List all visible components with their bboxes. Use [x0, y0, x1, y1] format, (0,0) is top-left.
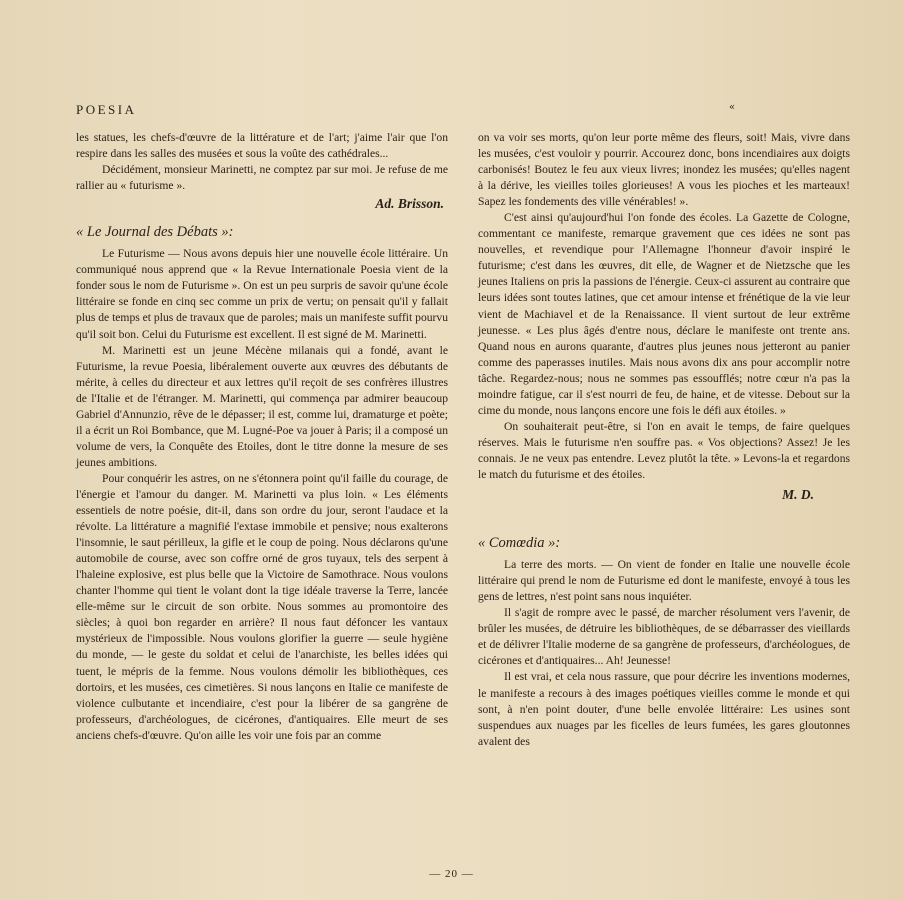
paragraph: Il s'agit de rompre avec le passé, de marcher résolument vers l'avenir, de brûler les musées, de détruire les bibliothèques, de se débarrasser des vieillards et de délivrer l'Italie moderne de sa gangrène de professeurs, d'archéologues, de cicérones et d'antiquaires... Ah! Jeunesse! — [478, 606, 850, 668]
paragraph: M. Marinetti est un jeune Mécène milanais qui a fondé, avant le Futurisme, la revue Poesia, libéralement ouverte aux œuvres des débutants de mérite, à celles du directeur et aux lettres qu'il reçoit de ses confrères illustres de l'Italie et de l'étranger. M. Marinetti, qui commença par admirer beaucoup Gabriel d'Annunzio, rêve de le dépasser; il est, comme lui, dramaturge et poète; il a écrit un Roi Bombance, que M. Lugné-Poe va jouer à Paris; il a composé un volume de vers, la Conquête des Etoiles, dont le titre donne la mesure de ses jeunes ambitions. — [76, 343, 448, 469]
paragraph: Décidément, monsieur Marinetti, ne comptez par sur moi. Je refuse de me rallier au « futurisme ». — [76, 163, 448, 193]
paragraph: On souhaiterait peut-être, si l'on en avait le temps, de faire quelques réserves. Mais le futurisme n'en souffre pas. « Vos objections? Assez! Je les connais. Je ne veux pas entendre. Levez plutôt la tête. » Levons-la et regardons le match du futurisme et des étoiles. — [478, 419, 850, 481]
paragraph: les statues, les chefs-d'œuvre de la littérature et de l'art; j'aime l'air que l'on respire dans les salles des musées et sous la voûte des cathédrales... — [76, 131, 448, 161]
section-heading: « Le Journal des Débats »: — [76, 224, 234, 241]
section-heading: « Comœdia »: — [478, 535, 561, 552]
page-header-title: POESIA — [76, 102, 137, 117]
paragraph: Il est vrai, et cela nous rassure, que pour décrire les inventions modernes, le manifeste a recours à des images poétiques vieilles comme le monde et qui sont, à n'en point douter, d'une belle envolée littéraire: Les usines sont suspendues aux nuages par les ficelles de leurs fumées, les gares gloutonnes avalent des — [478, 670, 850, 748]
spacer — [478, 503, 850, 523]
header-mark: « — [729, 102, 736, 113]
signature: M. D. — [782, 487, 814, 503]
paragraph: Le Futurisme — Nous avons depuis hier une nouvelle école littéraire. Un communiqué nous apprend que « la Revue Internationale Poesia vient de la fonder sous le nom de Futurisme ». On est un peu surpris de savoir qu'une école littéraire se fonde en cinq sec comme un prix de vertu; on pensait qu'il y fallait plus de temps et plus de travaux que de paroles; mais un manifeste suffit pourvu qu'il soit bon. Celui du Futurisme est excellent. Il est signé de M. Marinetti. — [76, 247, 448, 341]
paragraph: Pour conquérir les astres, on ne s'étonnera point qu'il faille du courage, de l'énergie et l'amour du danger. M. Marinetti va plus loin. « Les éléments essentiels de notre poésie, dit-il, dans son ordre du jour, seront l'audace et la révolte. La littérature a magnifié l'extase immobile et pensive; nous exalterons l'insomnie, le saut périlleux, la gifle et le coup de poing. Nous déclarons qu'une automobile de course, avec son coffre orné de gros tuyaux, tels des serpent à l'haleine explosive, est plus belle que la Victoire de Samothrace. Nous voulons chanter l'homme qui tient le volant dont la tige idéale traverse la Terre, lancée elle-même sur le circuit de son orbite. Nous sommes au promontoire des siècles; à quoi bon regarder en arrière? Il nous faut défoncer les vantaux mystérieux de l'impossible. Nous voulons glorifier la guerre — seule hygiène du monde, — le geste du soldat et celui de l'anarchiste, les belles idées qui tuent, le mépris de la femme. Nous voulons démolir les bibliothèques, ces dortoirs, et les musées, ces cimetières. Si nous lançons en Italie ce manifeste de violence culbutante et incendiaire, c'est pour la libérer de sa gangrène de professeurs, d'archéologues, de cicérones, d'antiquaires. Elle meurt de ses anciens chefs-d'œuvre. Qu'on aille les voir une fois par an comme — [76, 471, 448, 742]
left-column — [76, 130, 448, 744]
paragraph: on va voir ses morts, qu'on leur porte même des fleurs, soit! Mais, vivre dans les musées, c'est vouloir y pourrir. Accourez donc, bons incendiaires aux doigts carbonisés! Boutez le feu aux vieux livres; inondez les musées; qu'elles nagent à la dérive, les vieilles toiles glorieuses! A vous les pioches et les marteaux! Sapez les fondements des ville vénérables! ». — [478, 131, 850, 209]
right-column — [478, 130, 850, 750]
page-number: — 20 — — [429, 868, 474, 880]
paragraph: C'est ainsi qu'aujourd'hui l'on fonde des écoles. La Gazette de Cologne, commentant ce manifeste, remarque gravement que ces idées ne sont pas nouvelles, et revendique pour l'Allemagne l'honneur d'avoir inspiré le futurisme; c'est dans les œuvres, dit elle, de Wagner et de Nietzsche que les jeunes Italiens on pris la passions de l'énergie. Ceux-ci assurent au contraire que leurs idées sont toutes latines, que cet amour intense et frénétique de la vie leur vient de Machiavel et de la Renaissance. Il vient surtout de leur extrême jeunesse. « Les plus âgés d'entre nous, déclare le manifeste ont trente ans. Quand nous en aurons quarante, d'autres plus jeunes nous jetteront au panier comme des paperasses inutiles. Mais nous avons dix ans pour accomplir notre tâche. Regardez-nous; nous ne sommes pas essoufflés; notre cœur n'a pas la moindre fatigue, car il s'est nourri de feu, de haine, et de vitesse. Debout sur la cime du monde, nous lançons encore une fois le défi aux étoiles. » — [478, 211, 850, 417]
signature: Ad. Brisson. — [375, 196, 444, 212]
paragraph: La terre des morts. — On vient de fonder en Italie une nouvelle école littéraire qui prend le nom de Futurisme ed dont le manifeste, envoyé à tous les gens de lettres, n'est point sans nous inquiéter. — [478, 558, 850, 604]
